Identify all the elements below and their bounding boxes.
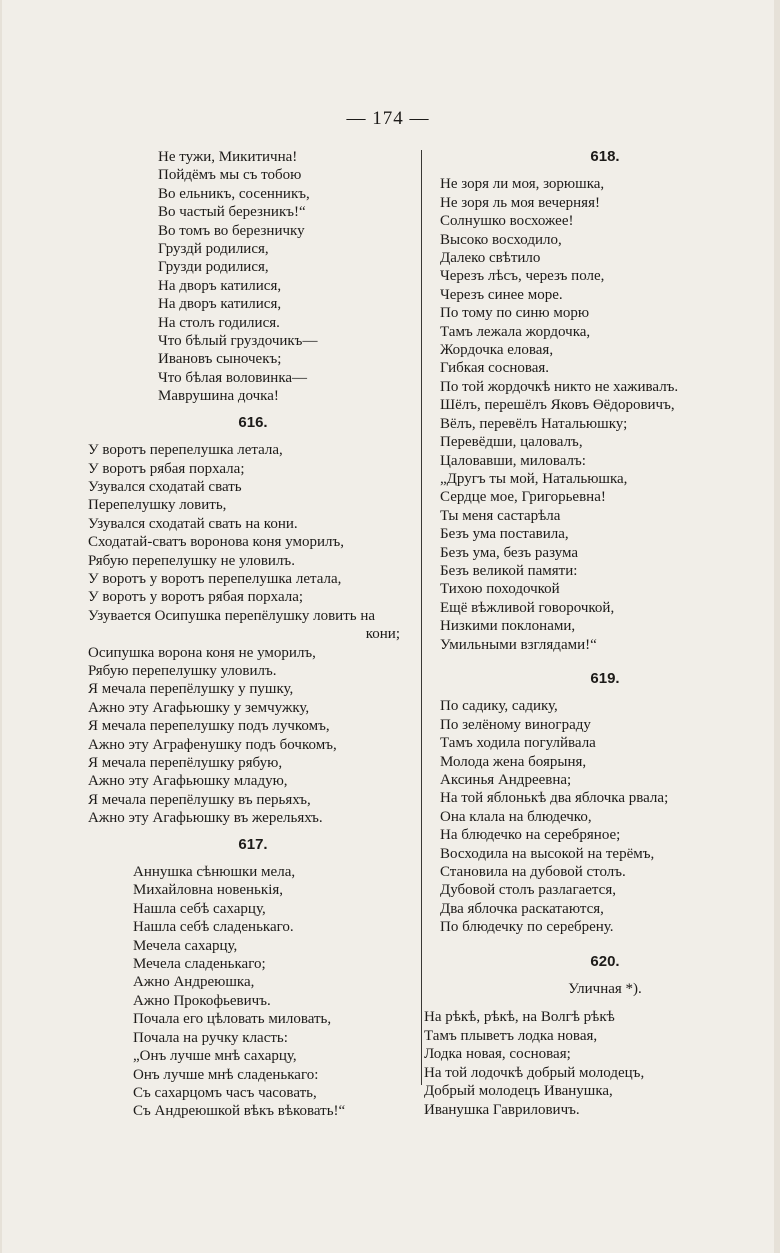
poem-line: Молода жена боярыня, bbox=[440, 753, 587, 770]
poem-line: У воротъ перепелушка летала, bbox=[88, 442, 283, 459]
poem-line: Михайловна новенькія, bbox=[133, 882, 284, 899]
column-divider bbox=[421, 150, 422, 1085]
poem-number-619: 619. bbox=[590, 669, 620, 687]
poem-line: Иванушка Гавриловичъ. bbox=[424, 1101, 580, 1118]
poem-line: Не зоря ли моя, зорюшка, bbox=[440, 176, 605, 193]
poem-line: „Онъ лучше мнѣ сахарцу, bbox=[133, 1048, 297, 1065]
poem-line: Высоко восходило, bbox=[440, 231, 562, 248]
left-column bbox=[88, 148, 418, 1121]
poem-line: Во ельникъ, сосенникъ, bbox=[158, 185, 310, 202]
poem-line: Аннушка сѣнюшки мела, bbox=[133, 864, 296, 881]
poem-line: Груздй родилися, bbox=[158, 241, 269, 258]
poem-line: Онъ лучше мнѣ сладенькаго: bbox=[133, 1066, 319, 1083]
poem-line: Не тужи, Микитична! bbox=[158, 149, 298, 165]
poem-line: Цаловавши, миловалъ: bbox=[440, 452, 586, 469]
poem-line: Два яблочка раскатаются, bbox=[440, 900, 604, 917]
poem-line: Что бѣлая воловинка— bbox=[158, 369, 308, 386]
poem-line: Почала на ручку класть: bbox=[133, 1029, 288, 1046]
poem-line: Рябую перепелушку уловилъ. bbox=[88, 662, 277, 679]
poem-line: По той жордочкѣ никто не хаживалъ. bbox=[440, 378, 679, 395]
poem-line: По тому по синю морю bbox=[440, 305, 590, 322]
poem-line: Тамъ ходила погулйвала bbox=[440, 735, 596, 752]
poem-line: „Другъ ты мой, Натальюшка, bbox=[440, 470, 628, 487]
poem-line: Не зоря ль моя вечерняя! bbox=[440, 194, 600, 211]
poem-line: На рѣкѣ, рѣкѣ, на Волгѣ рѣкѣ bbox=[424, 1009, 615, 1026]
poem-line: Ещё вѣжливой говорочкой, bbox=[440, 599, 615, 616]
poem-line: Нашла себѣ сладенькаго. bbox=[133, 919, 294, 936]
poem-line: Ажно Андреюшка, bbox=[133, 974, 255, 991]
poem-number-616: 616. bbox=[238, 413, 268, 431]
poem-line: Во частый березникъ!“ bbox=[158, 204, 306, 221]
poem-line: Далеко свѣтило bbox=[440, 250, 541, 267]
poem-line: Безъ ума, безъ разума bbox=[440, 544, 579, 561]
poem-line: Ты меня састарѣла bbox=[440, 507, 561, 524]
right-column bbox=[424, 148, 770, 1119]
poem-line: Я мечала перепёлушку у пушку, bbox=[88, 681, 294, 698]
poem-line: Сходатай-сватъ воронова коня уморилъ, bbox=[88, 534, 345, 551]
poem-line: Черезъ синее море. bbox=[440, 286, 563, 303]
poem-line: На той яблонькѣ два яблочка рвала; bbox=[440, 790, 669, 807]
poem-620-subtitle: Уличная *). bbox=[568, 981, 642, 998]
poem-line: Восходила на высокой на терёмъ, bbox=[440, 845, 655, 862]
poem-line: кони; bbox=[365, 626, 400, 643]
poem-line: На дворъ катилися, bbox=[158, 277, 282, 294]
poem-line: Грузди родилися, bbox=[158, 259, 269, 276]
poem-line: Ажно эту Аграфенушку подъ бочкомъ, bbox=[88, 736, 337, 753]
poem-line: Солнушко восхожее! bbox=[440, 213, 574, 230]
poem-line: Узувался сходатай свать на кони. bbox=[88, 515, 298, 532]
poem-line: Ажно эту Агафьюшку у земчужку, bbox=[88, 699, 310, 716]
poem-line: Почала его цѣловать миловать, bbox=[133, 1011, 332, 1028]
poem-line: Пойдёмъ мы съ тобою bbox=[158, 167, 302, 184]
poem-line: Я мечала перепелушку подъ лучкомъ, bbox=[88, 718, 330, 735]
poem-line: По садику, садику, bbox=[440, 698, 558, 715]
poem-line: Сердце мое, Григорьевна! bbox=[440, 489, 606, 506]
poem-line: Я мечала перепёлушку рябую, bbox=[88, 755, 283, 771]
poem-line: Ажно эту Агафьюшку въ жерельяхъ. bbox=[88, 810, 323, 827]
poem-line: По блюдечку по серебрену. bbox=[440, 919, 614, 936]
poem-number-617: 617. bbox=[238, 835, 268, 853]
poem-line: На столъ годилися. bbox=[158, 314, 280, 331]
poem-line: У воротъ у воротъ рябая порхала; bbox=[88, 589, 304, 606]
poem-619 bbox=[440, 697, 770, 936]
poem-line: Безъ ума поставила, bbox=[440, 526, 569, 543]
poem-line: Умильными взглядами!“ bbox=[440, 636, 597, 653]
poem-line: Ажно эту Агафьюшку младую, bbox=[88, 773, 288, 790]
poem-line: Тамъ лежала жордочка, bbox=[440, 323, 591, 340]
poem-620 bbox=[424, 1008, 770, 1118]
poem-line: На дворъ катилися, bbox=[158, 296, 282, 313]
poem-line: На той лодочкѣ добрый молодецъ, bbox=[424, 1064, 645, 1081]
poem-line: Узувается Осипушка перепёлушку ловить на bbox=[88, 607, 376, 624]
poem-line: На блюдечко на серебряное; bbox=[440, 827, 621, 844]
poem-line: У воротъ у воротъ перепелушка летала, bbox=[88, 570, 342, 587]
poem-line: Тамъ плыветъ лодка новая, bbox=[424, 1027, 598, 1044]
poem-line: Лодка новая, сосновая; bbox=[424, 1046, 571, 1063]
poem-line: Узувался сходатай свать bbox=[88, 478, 242, 495]
poem-line: Мечела сладенькаго; bbox=[133, 956, 266, 973]
poem-continuation bbox=[88, 148, 418, 406]
poem-line: У воротъ рябая порхала; bbox=[88, 460, 245, 477]
poem-line: Что бѣлый груздочикъ— bbox=[158, 333, 318, 350]
poem-line: Жордочка еловая, bbox=[440, 342, 554, 359]
poem-line: Добрый молодецъ Иванушка, bbox=[424, 1083, 613, 1100]
poem-line: Вёлъ, перевёлъ Натальюшку; bbox=[440, 415, 628, 432]
poem-line: Мечела сахарцу, bbox=[133, 937, 238, 954]
poem-line: Перепелушку ловить, bbox=[88, 497, 227, 514]
poem-line: Рябую перепелушку не уловилъ. bbox=[88, 552, 295, 569]
poem-line: Осипушка ворона коня не уморилъ, bbox=[88, 644, 316, 661]
poem-line: Ажно Прокофьевичъ. bbox=[133, 992, 271, 1009]
book-page bbox=[2, 0, 774, 1253]
poem-618 bbox=[440, 175, 770, 654]
poem-line: Дубовой столъ разлагается, bbox=[440, 882, 616, 899]
poem-line: Аксинья Андреевна; bbox=[440, 772, 572, 788]
poem-line: Я мечала перепёлушку въ перьяхъ, bbox=[88, 791, 311, 808]
poem-line: Черезъ лѣсъ, черезъ поле, bbox=[440, 268, 605, 285]
poem-line: Тихою походочкой bbox=[440, 581, 560, 598]
poem-line: Во томъ во березничку bbox=[158, 222, 305, 239]
poem-617 bbox=[88, 863, 418, 1121]
poem-line: Маврушина дочка! bbox=[158, 388, 279, 405]
poem-line: Съ Андреюшкой вѣкъ вѣковать!“ bbox=[133, 1103, 346, 1120]
page-number: — 174 — bbox=[346, 108, 430, 129]
poem-line: Съ сахарцомъ часъ часовать, bbox=[133, 1084, 317, 1101]
poem-line: По зелёному винограду bbox=[440, 716, 591, 733]
poem-line: Перевёдши, цаловалъ, bbox=[440, 434, 583, 451]
poem-line: Ивановъ сыночекъ; bbox=[158, 351, 282, 368]
poem-line: Нашла себѣ сахарцу, bbox=[133, 900, 266, 917]
poem-line: Она клала на блюдечко, bbox=[440, 808, 592, 825]
poem-line: Гибкая сосновая. bbox=[440, 360, 550, 377]
poem-line: Становила на дубовой столъ. bbox=[440, 864, 626, 881]
poem-number-620: 620. bbox=[590, 952, 620, 970]
poem-line: Безъ великой памяти: bbox=[440, 562, 578, 579]
poem-line: Шёлъ, перешёлъ Яковъ Өёдоровичъ, bbox=[440, 397, 675, 414]
poem-number-618: 618. bbox=[590, 148, 620, 165]
poem-line: Низкими поклонами, bbox=[440, 618, 576, 635]
poem-616 bbox=[88, 441, 418, 828]
